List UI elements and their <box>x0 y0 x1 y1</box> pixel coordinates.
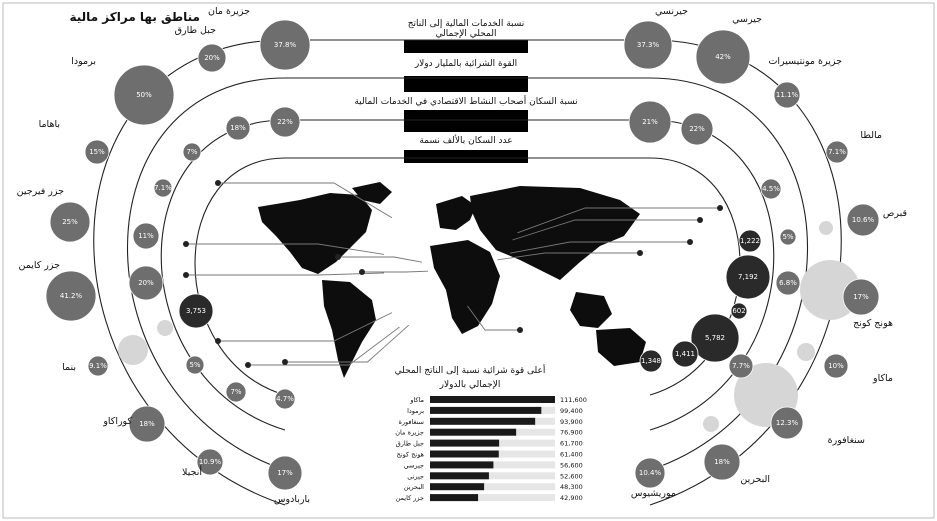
ranking-bar <box>430 472 489 479</box>
bubble-value: 5,782 <box>704 334 726 342</box>
bubble-value: 11.1% <box>775 91 799 99</box>
ranking-label: جبل طارق <box>395 439 424 448</box>
connector-dot <box>697 217 703 223</box>
connector-dot <box>215 180 221 186</box>
north-america <box>258 193 372 274</box>
bubble-finance_gdp_pct <box>85 140 109 164</box>
ranking-bar <box>430 461 493 468</box>
bubble-value: 7.1% <box>154 184 172 192</box>
ranking-value: 61,700 <box>560 439 583 448</box>
light-circle <box>819 221 833 235</box>
bubble-value: 11% <box>138 232 154 240</box>
region-label: مالطا <box>860 130 882 141</box>
region-label: باربادوس <box>273 494 310 505</box>
ranking-row <box>404 461 583 469</box>
bubble-employment_pct <box>154 179 172 197</box>
region-label: بنما <box>62 362 76 373</box>
bubble-employment_pct <box>776 271 800 295</box>
bubble-value: 1,348 <box>640 357 662 365</box>
region-label: جبل طارق <box>174 25 216 36</box>
bubble-value: 18% <box>714 458 730 466</box>
ranking-label: سنغافورة <box>398 417 424 426</box>
ranking-row <box>404 483 583 491</box>
ranking-bar <box>430 494 478 501</box>
bubble-value: 21% <box>642 118 658 126</box>
bubble-value: 41.2% <box>59 292 83 300</box>
bubble-value: 602 <box>732 307 746 315</box>
ranking-row <box>395 429 582 437</box>
region-label: جيرسي <box>732 14 762 25</box>
bubble-employment_pct <box>226 116 250 140</box>
legend-2: القوة الشرائية بالمليار دولار <box>414 59 518 69</box>
bubble-value: 4.5% <box>762 185 780 193</box>
bubble-value: 3,753 <box>185 307 207 315</box>
bubble-finance_gdp_pct <box>198 44 226 72</box>
connector-dot <box>335 254 341 260</box>
legend-1-line2: المحلي الإجمالي <box>435 29 497 39</box>
bubble-value: 25% <box>62 218 78 226</box>
ranking-value: 56,600 <box>560 461 583 470</box>
bubble-finance_gdp_pct <box>88 356 108 376</box>
bubble-finance_gdp_pct <box>696 30 750 84</box>
bubble-finance_gdp_pct <box>843 279 879 315</box>
region-label: هونج كونج <box>853 318 893 329</box>
ranking-row <box>397 451 583 459</box>
ranking-rows <box>395 396 587 502</box>
bubble-value: 7.7% <box>732 362 750 370</box>
bubble-finance_gdp_pct <box>624 21 672 69</box>
ranking-label: جزر كايمن <box>395 494 424 503</box>
light-circle <box>118 335 148 365</box>
ranking-label: ماكاو <box>410 396 424 404</box>
connector-dot <box>183 272 189 278</box>
connector-dot <box>517 327 523 333</box>
region-label: باهاما <box>38 119 60 130</box>
bubble-value: 37.8% <box>273 41 297 49</box>
region-label: كوراكاو <box>103 416 132 427</box>
legend-4: عدد السكان بالألف نسمة <box>419 136 513 146</box>
connector-dot <box>687 239 693 245</box>
bubble-value: 7% <box>230 388 242 396</box>
legend-bar-3 <box>404 110 528 132</box>
bubble-value: 10% <box>828 362 844 370</box>
world-map <box>258 182 646 378</box>
bubble-population2 <box>731 303 747 319</box>
ranking-title-line2: الإجمالي بالدولار <box>439 380 501 390</box>
legend-1-line1: نسبة الخدمات المالية إلى الناتج <box>407 19 525 29</box>
connector-dot <box>245 362 251 368</box>
bubble-finance_gdp_pct <box>771 407 803 439</box>
ranking-title-line1: أعلى قوة شرائية نسبة إلى الناتج المحلي <box>394 366 546 376</box>
bubble-value: 18% <box>230 124 246 132</box>
ranking-value: 111,600 <box>560 396 587 404</box>
ranking-label: برمودا <box>407 406 424 415</box>
bubble-value: 18% <box>139 420 155 428</box>
ranking-bar <box>430 440 499 447</box>
bubble-value: 1,411 <box>674 350 696 358</box>
bubble-employment_pct <box>761 179 781 199</box>
bubble-population <box>739 230 761 252</box>
bubble-finance_gdp_pct <box>847 204 879 236</box>
ranking-bar <box>430 407 541 414</box>
bubble-value: 9.1% <box>89 362 107 370</box>
bubble-value: 5% <box>782 233 794 241</box>
ranking-bar <box>430 429 516 436</box>
ranking-label: البحرين <box>403 483 424 492</box>
ranking-value: 42,900 <box>560 494 583 503</box>
bubble-value: 22% <box>277 118 293 126</box>
bubble-value: 10.9% <box>198 458 222 466</box>
indonesia <box>570 292 612 328</box>
bubble-value: 17% <box>277 469 293 477</box>
bubble-finance_gdp_pct <box>635 458 665 488</box>
bubble-value: 37.3% <box>636 41 660 49</box>
bubble-employment_pct <box>629 101 671 143</box>
connector-dot <box>183 241 189 247</box>
region-label: موريشيوس <box>630 488 676 499</box>
connector-line <box>186 273 384 275</box>
bubble-employment_pct <box>780 229 796 245</box>
region-label: جزر كايمن <box>18 260 60 271</box>
region-label: جزر فيرجين <box>16 186 64 197</box>
connector-line <box>248 327 400 365</box>
bubble-population <box>672 341 698 367</box>
bubble-value: 12.3% <box>775 419 799 427</box>
region-label: جزيرة مان <box>208 6 250 17</box>
bubble-value: 20% <box>138 279 154 287</box>
ranking-row <box>407 472 583 480</box>
bubble-value: 17% <box>853 293 869 301</box>
bubble-employment_pct <box>226 382 246 402</box>
ranking-row <box>396 494 583 502</box>
legend-3: نسبة السكان أصحاب النشاط الاقتصادي في الخدمات المالية <box>354 97 578 107</box>
legend <box>354 19 577 163</box>
region-label: جيرنسي <box>654 6 688 17</box>
bubble-finance_gdp_pct <box>826 141 848 163</box>
ranking-bar <box>430 451 499 458</box>
ranking-row <box>407 407 583 415</box>
bubble-finance_gdp_pct <box>774 82 800 108</box>
region-label: أنجيلا <box>182 467 202 478</box>
bubble-value: 7% <box>186 148 198 156</box>
bubble-value: 7.1% <box>828 148 846 156</box>
region-label: البحرين <box>740 474 770 485</box>
bubble-employment_pct <box>133 223 159 249</box>
bubble-value: 10.4% <box>638 469 662 477</box>
light-circle <box>797 343 815 361</box>
bubble-value: 42% <box>715 53 731 61</box>
bubble-employment_pct <box>729 354 753 378</box>
ranking-row <box>398 418 582 426</box>
light-circle <box>703 416 719 432</box>
bubble-value: 7,192 <box>737 273 759 281</box>
ranking-value: 61,400 <box>560 450 583 459</box>
bubble-finance_gdp_pct <box>824 354 848 378</box>
region-label: جزيرة مونتيسيرات <box>768 56 842 67</box>
connector-dot <box>359 269 365 275</box>
bubble-finance_gdp_pct <box>46 271 96 321</box>
legend-bar-4 <box>404 150 528 163</box>
region-label: برمودا <box>71 56 96 67</box>
bubble-finance_gdp_pct <box>268 456 302 490</box>
ranking-bar <box>430 418 535 425</box>
australia <box>596 328 646 366</box>
legend-bar-1 <box>404 40 528 53</box>
ranking-chart <box>395 364 587 502</box>
chart-title: مناطق بها مراكز مالية <box>69 10 200 24</box>
bubble-population <box>640 350 662 372</box>
bubble-value: 20% <box>204 54 220 62</box>
connector-line <box>362 271 428 272</box>
europe <box>436 196 476 230</box>
ranking-value: 48,300 <box>560 483 583 492</box>
bubble-value: 1,222 <box>739 237 761 245</box>
south-america <box>322 280 376 378</box>
bubble-value: 22% <box>689 125 705 133</box>
bubble-employment_pct <box>270 107 300 137</box>
bubble-value: 10.6% <box>851 216 875 224</box>
bubble-employment_pct <box>183 143 201 161</box>
connector-line <box>338 257 422 262</box>
bubble-employment_pct <box>129 266 163 300</box>
ranking-value: 99,400 <box>560 406 583 415</box>
bubble-population <box>179 294 213 328</box>
light-circle <box>157 320 173 336</box>
ranking-label: جيرسي <box>403 461 424 470</box>
bubble-finance_gdp_pct <box>704 444 740 480</box>
bubble-value: 5% <box>189 361 201 369</box>
connector-dot <box>637 250 643 256</box>
ranking-value: 76,900 <box>560 428 583 437</box>
bubble-value: 15% <box>89 148 105 156</box>
africa <box>430 240 500 334</box>
region-label: قبرص <box>882 208 907 219</box>
region-label: سنغافورة <box>827 435 865 446</box>
ranking-bar <box>430 396 555 403</box>
bubble-value: 6.8% <box>779 279 797 287</box>
connector-dot <box>282 359 288 365</box>
bubble-finance_gdp_pct <box>114 65 174 125</box>
bubble-population <box>726 255 770 299</box>
ranking-label: جيرنى <box>407 472 424 481</box>
region-label: ماكاو <box>873 373 893 384</box>
connector-dot <box>215 338 221 344</box>
ranking-value: 52,600 <box>560 472 583 481</box>
ranking-row <box>409 396 587 404</box>
ranking-row <box>396 440 583 448</box>
bubble-employment_pct <box>681 113 713 145</box>
bubble-finance_gdp_pct <box>260 20 310 70</box>
ranking-bar <box>430 483 484 490</box>
bubble-employment_pct <box>186 356 204 374</box>
bubble-finance_gdp_pct <box>50 202 90 242</box>
bubble-value: 4.7% <box>276 395 294 403</box>
ranking-label: هونج كونج <box>396 450 424 459</box>
ranking-label: جزيرة مان <box>395 428 424 437</box>
bubble-employment_pct <box>275 389 295 409</box>
connector-dot <box>717 205 723 211</box>
bubble-value: 50% <box>136 91 152 99</box>
ranking-value: 93,900 <box>560 417 583 426</box>
bubble-finance_gdp_pct <box>129 406 165 442</box>
